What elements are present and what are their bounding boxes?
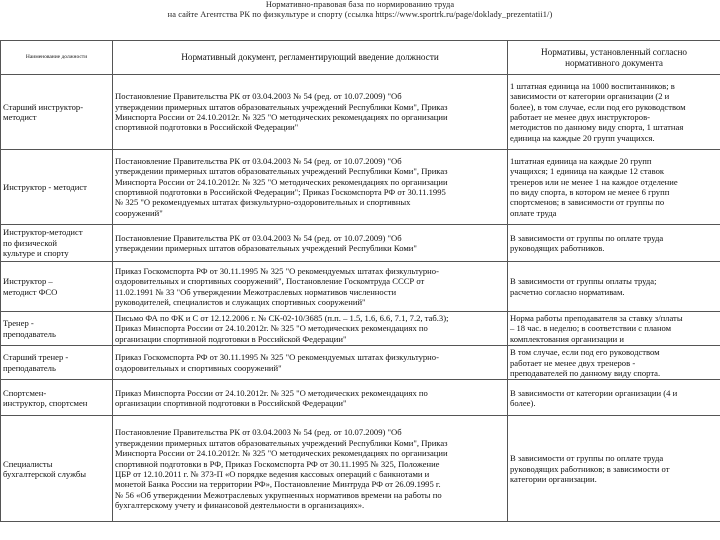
row-norm: 1штатная единица на каждые 20 групп учащихся; 1 единица на каждые 12 ставок тренеров или не менее 1 на каждое отделение по виду спорта, в котором не менее 6 групп спортсменов; в зависимости от группы по оплате труда bbox=[508, 150, 720, 225]
row-document: Письмо ФА по ФК и С от 12.12.2006 г. № СК-02-10/3685 (п.п. – 1.5, 1.6, 6.6, 7.1, 7.2, таб.3); Приказ Минспорта России от 24.10.2012г. № 325 "О методических рекомендациях по организации спортивной подготовки в Российской Федерации" bbox=[113, 312, 508, 346]
row-position-name: Инструктор-методист по физической культуре и спорту bbox=[1, 225, 113, 262]
row-position-name: Старший инструктор- методист bbox=[1, 75, 113, 150]
table-row bbox=[1, 416, 720, 522]
row-norm: В зависимости от категории организации (4 и более). bbox=[508, 380, 720, 416]
table-row bbox=[1, 150, 720, 225]
row-document: Постановление Правительства РК от 03.04.2003 № 54 (ред. от 10.07.2009) "Об утверждении примерных штатов образовательных учреждений Республики Коми" bbox=[113, 225, 508, 262]
row-position-name: Старший тренер - преподаватель bbox=[1, 346, 113, 380]
row-document: Постановление Правительства РК от 03.04.2003 № 54 (ред. от 10.07.2009) "Об утверждении примерных штатов образовательных учреждений Республики Коми", Приказ Минспорта России от 24.10.2012г. № 325 "О методических рекомендациях по организации спортивной подготовки в Российской Федерации"; Приказ Госкомспорта РФ от 30.11.1995 № 325 "О рекомендуемых штатах физкультурно-оздоровительных и спортивных сооружений" bbox=[113, 150, 508, 225]
row-position-name: Инструктор – методист ФСО bbox=[1, 262, 113, 312]
row-document: Приказ Госкомспорта РФ от 30.11.1995 № 325 "О рекомендуемых штатах физкультурно- оздоровительных и спортивных сооружений", Постановление Госкомтруда СССР от 11.02.1991 № 33 "Об утверждении Межотраслевых нормативов численности руководителей, специалистов и служащих спортивных сооружений" bbox=[113, 262, 508, 312]
table-row bbox=[1, 75, 720, 150]
document-title bbox=[0, 0, 720, 20]
row-position-name: Инструктор - методист bbox=[1, 150, 113, 225]
table-row bbox=[1, 380, 720, 416]
norms-table bbox=[0, 40, 720, 522]
row-document: Постановление Правительства РК от 03.04.2003 № 54 (ред. от 10.07.2009) "Об утверждении примерных штатов образовательных учреждений Республики Коми", Приказ Минспорта России от 24.10.2012г. № 325 "О методических рекомендациях по организации спортивной подготовки в РФ, Приказ Госкомспорта РФ от 30.11.1995 № 325, Положение ЦБР от 12.10.2011 г. № 373-П «О порядке ведения кассовых операций с банкнотами и монетой Банка России на территории РФ», Постановление Минтруда РФ от 26.09.1995 г. № 56 «Об утверждении Межотраслевых укрупненных нормативов времени на работы по бухгалтерскому учету и финансовой деятельности в организациях». bbox=[113, 416, 508, 522]
table-row bbox=[1, 262, 720, 312]
table-row bbox=[1, 225, 720, 262]
row-norm: В зависимости от группы оплаты труда; расчетно согласно нормативам. bbox=[508, 262, 720, 312]
header-regulatory-document: Нормативный документ, регламентирующий введение должности bbox=[113, 41, 508, 75]
row-document: Приказ Госкомспорта РФ от 30.11.1995 № 325 "О рекомендуемых штатах физкультурно- оздоровительных и спортивных сооружений" bbox=[113, 346, 508, 380]
table-row bbox=[1, 346, 720, 380]
row-norm: В зависимости от группы по оплате труда руководящих работников. bbox=[508, 225, 720, 262]
title-line-1: Нормативно-правовая база по нормированию труда bbox=[265, 0, 455, 9]
row-norm: В том случае, если под его руководством работает не менее двух тренеров - преподавателей по данному виду спорта. bbox=[508, 346, 720, 380]
row-document: Приказ Минспорта России от 24.10.2012г. № 325 "О методических рекомендациях по организации спортивной подготовки в Российской Федерации" bbox=[113, 380, 508, 416]
table-header-row bbox=[1, 41, 720, 75]
row-position-name: Специалисты бухгалтерской службы bbox=[1, 416, 113, 522]
header-norms: Нормативы, установленный согласно нормативного документа bbox=[508, 41, 720, 75]
row-norm: Норма работы преподавателя за ставку з/платы – 18 час. в неделю; в соответствии с планом комплектования организации и bbox=[508, 312, 720, 346]
row-norm: В зависимости от группы по оплате труда руководящих работников; в зависимости от категории организации. bbox=[508, 416, 720, 522]
header-position-name: Наименование должности bbox=[1, 41, 113, 75]
row-position-name: Тренер - преподаватель bbox=[1, 312, 113, 346]
row-position-name: Спортсмен- инструктор, спортсмен bbox=[1, 380, 113, 416]
row-norm: 1 штатная единица на 1000 воспитанников; в зависимости от категории организации (2 и более), в том случае, если под его руководством работает не менее двух инструкторов- методистов по данному виду спорта, 1 штатная единица на каждые 20 групп учащихся. bbox=[508, 75, 720, 150]
title-line-2: на сайте Агентства РК по физкультуре и спорту (ссылка https://www.sportrk.ru/page/doklady_prezentatii1/) bbox=[167, 10, 553, 19]
row-document: Постановление Правительства РК от 03.04.2003 № 54 (ред. от 10.07.2009) "Об утверждении примерных штатов образовательных учреждений Республики Коми", Приказ Минспорта России от 24.10.2012г. № 325 "О методических рекомендациях по организации спортивной подготовки в Российской Федерации" bbox=[113, 75, 508, 150]
table-row bbox=[1, 312, 720, 346]
